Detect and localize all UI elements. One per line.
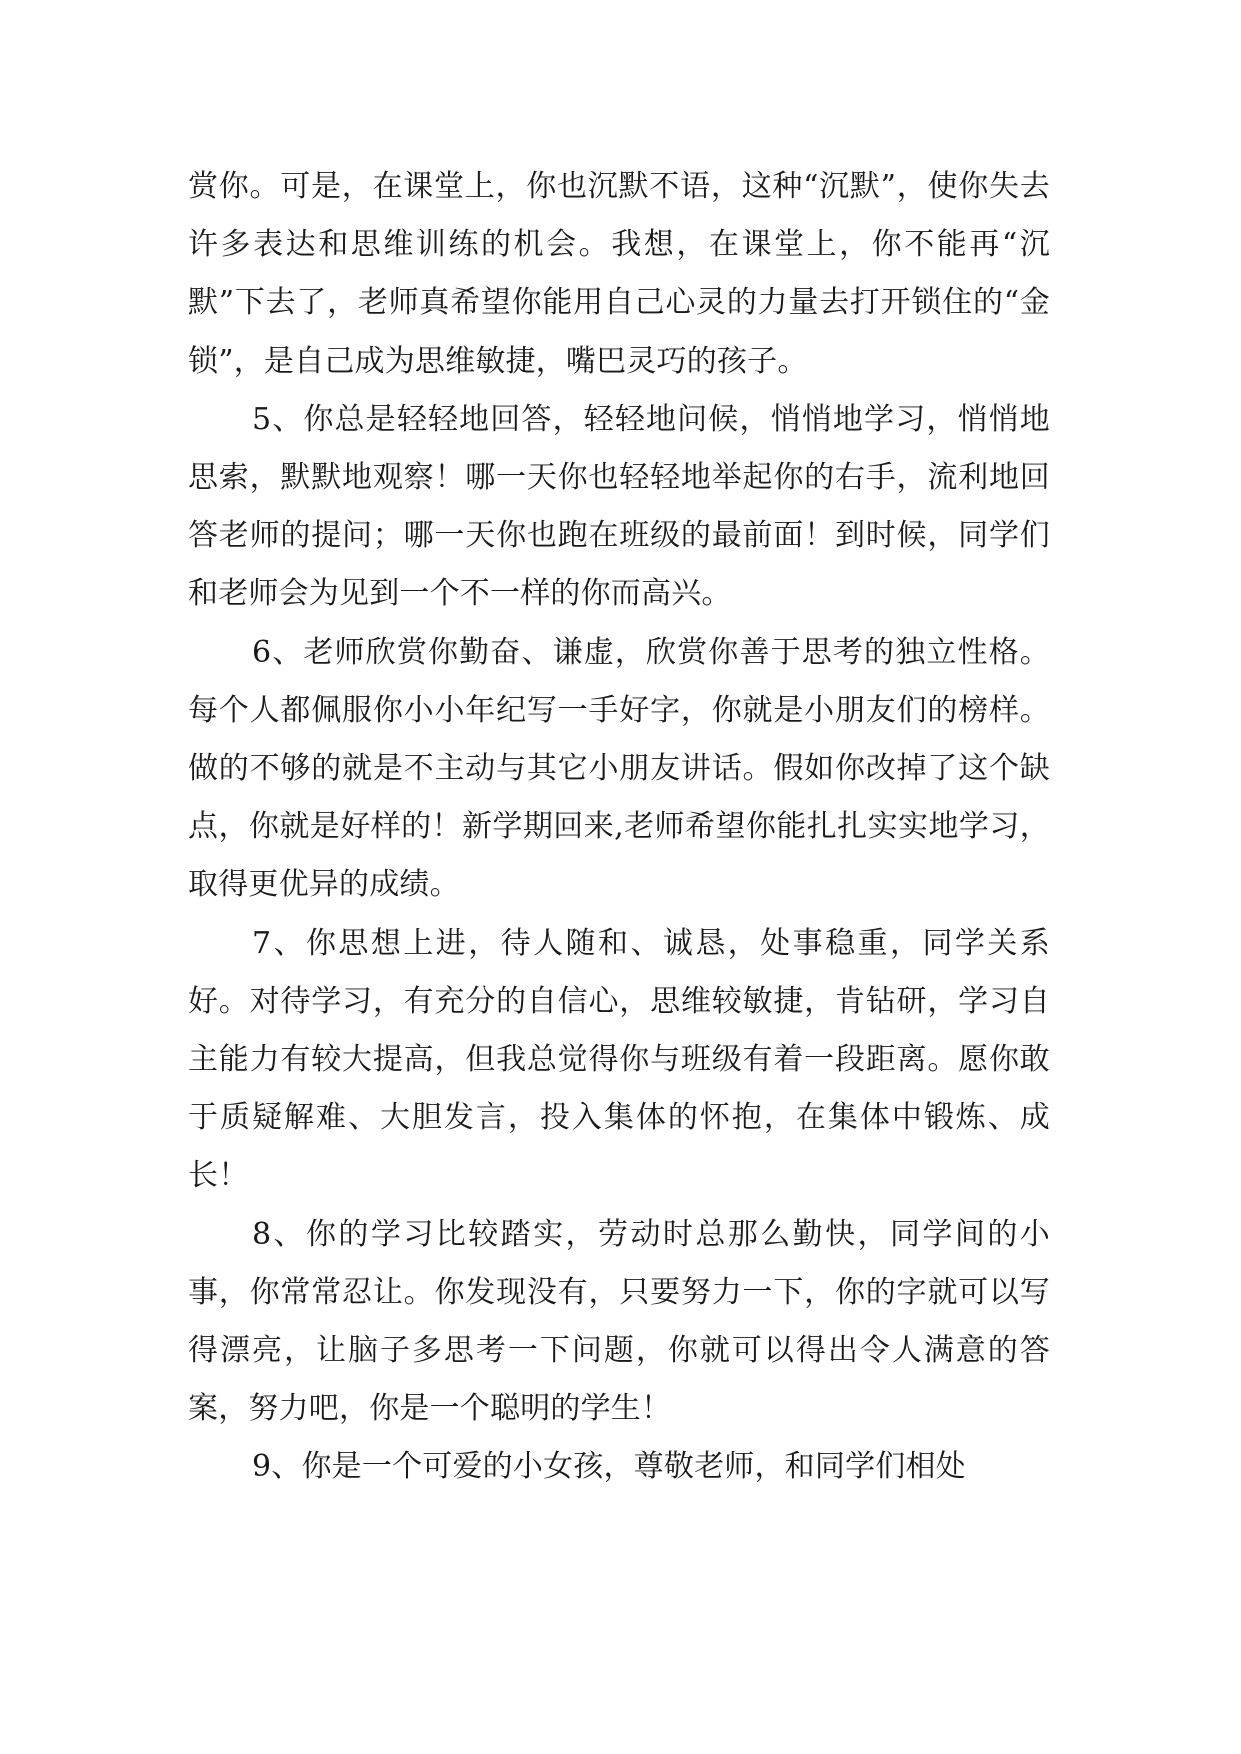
paragraph-comment-6: 6、老师欣赏你勤奋、谦虚，欣赏你善于思考的独立性格。每个人都佩服你小小年纪写一手好字，你就是小朋友们的榜样。做的不够的就是不主动与其它小朋友讲话。假如你改掉了这个缺点，你就是好样的！新学期回来,老师希望你能扎扎实实地学习，取得更优异的成绩。 — [188, 634, 1050, 903]
document-body — [188, 158, 1050, 1497]
paragraph-comment-5: 5、你总是轻轻地回答，轻轻地问候，悄悄地学习，悄悄地思索，默默地观察！哪一天你也轻轻地举起你的右手，流利地回答老师的提问；哪一天你也跑在班级的最前面！到时候，同学们和老师会为见到一个不一样的你而高兴。 — [188, 401, 1050, 612]
paragraph-continued: 赏你。可是，在课堂上，你也沉默不语，这种“沉默”，使你失去许多表达和思维训练的机会。我想，在课堂上，你不能再“沉默”下去了，老师真希望你能用自己心灵的力量去打开锁住的“金锁”，是自己成为思维敏捷，嘴巴灵巧的孩子。 — [188, 169, 1050, 379]
paragraph-comment-8: 8、你的学习比较踏实，劳动时总那么勤快，同学间的小事，你常常忍让。你发现没有，只要努力一下，你的字就可以写得漂亮，让脑子多思考一下问题，你就可以得出令人满意的答案，努力吧，你是一个聪明的学生！ — [188, 1216, 1050, 1427]
paragraph-comment-9: 9、你是一个可爱的小女孩，尊敬老师，和同学们相处 — [252, 1449, 966, 1485]
paragraph-comment-7: 7、你思想上进，待人随和、诚恳，处事稳重，同学关系好。对待学习，有充分的自信心，思维较敏捷，肯钻研，学习自主能力有较大提高，但我总觉得你与班级有着一段距离。愿你敢于质疑解难、大胆发言，投入集体的怀抱，在集体中锻炼、成长！ — [188, 925, 1050, 1194]
